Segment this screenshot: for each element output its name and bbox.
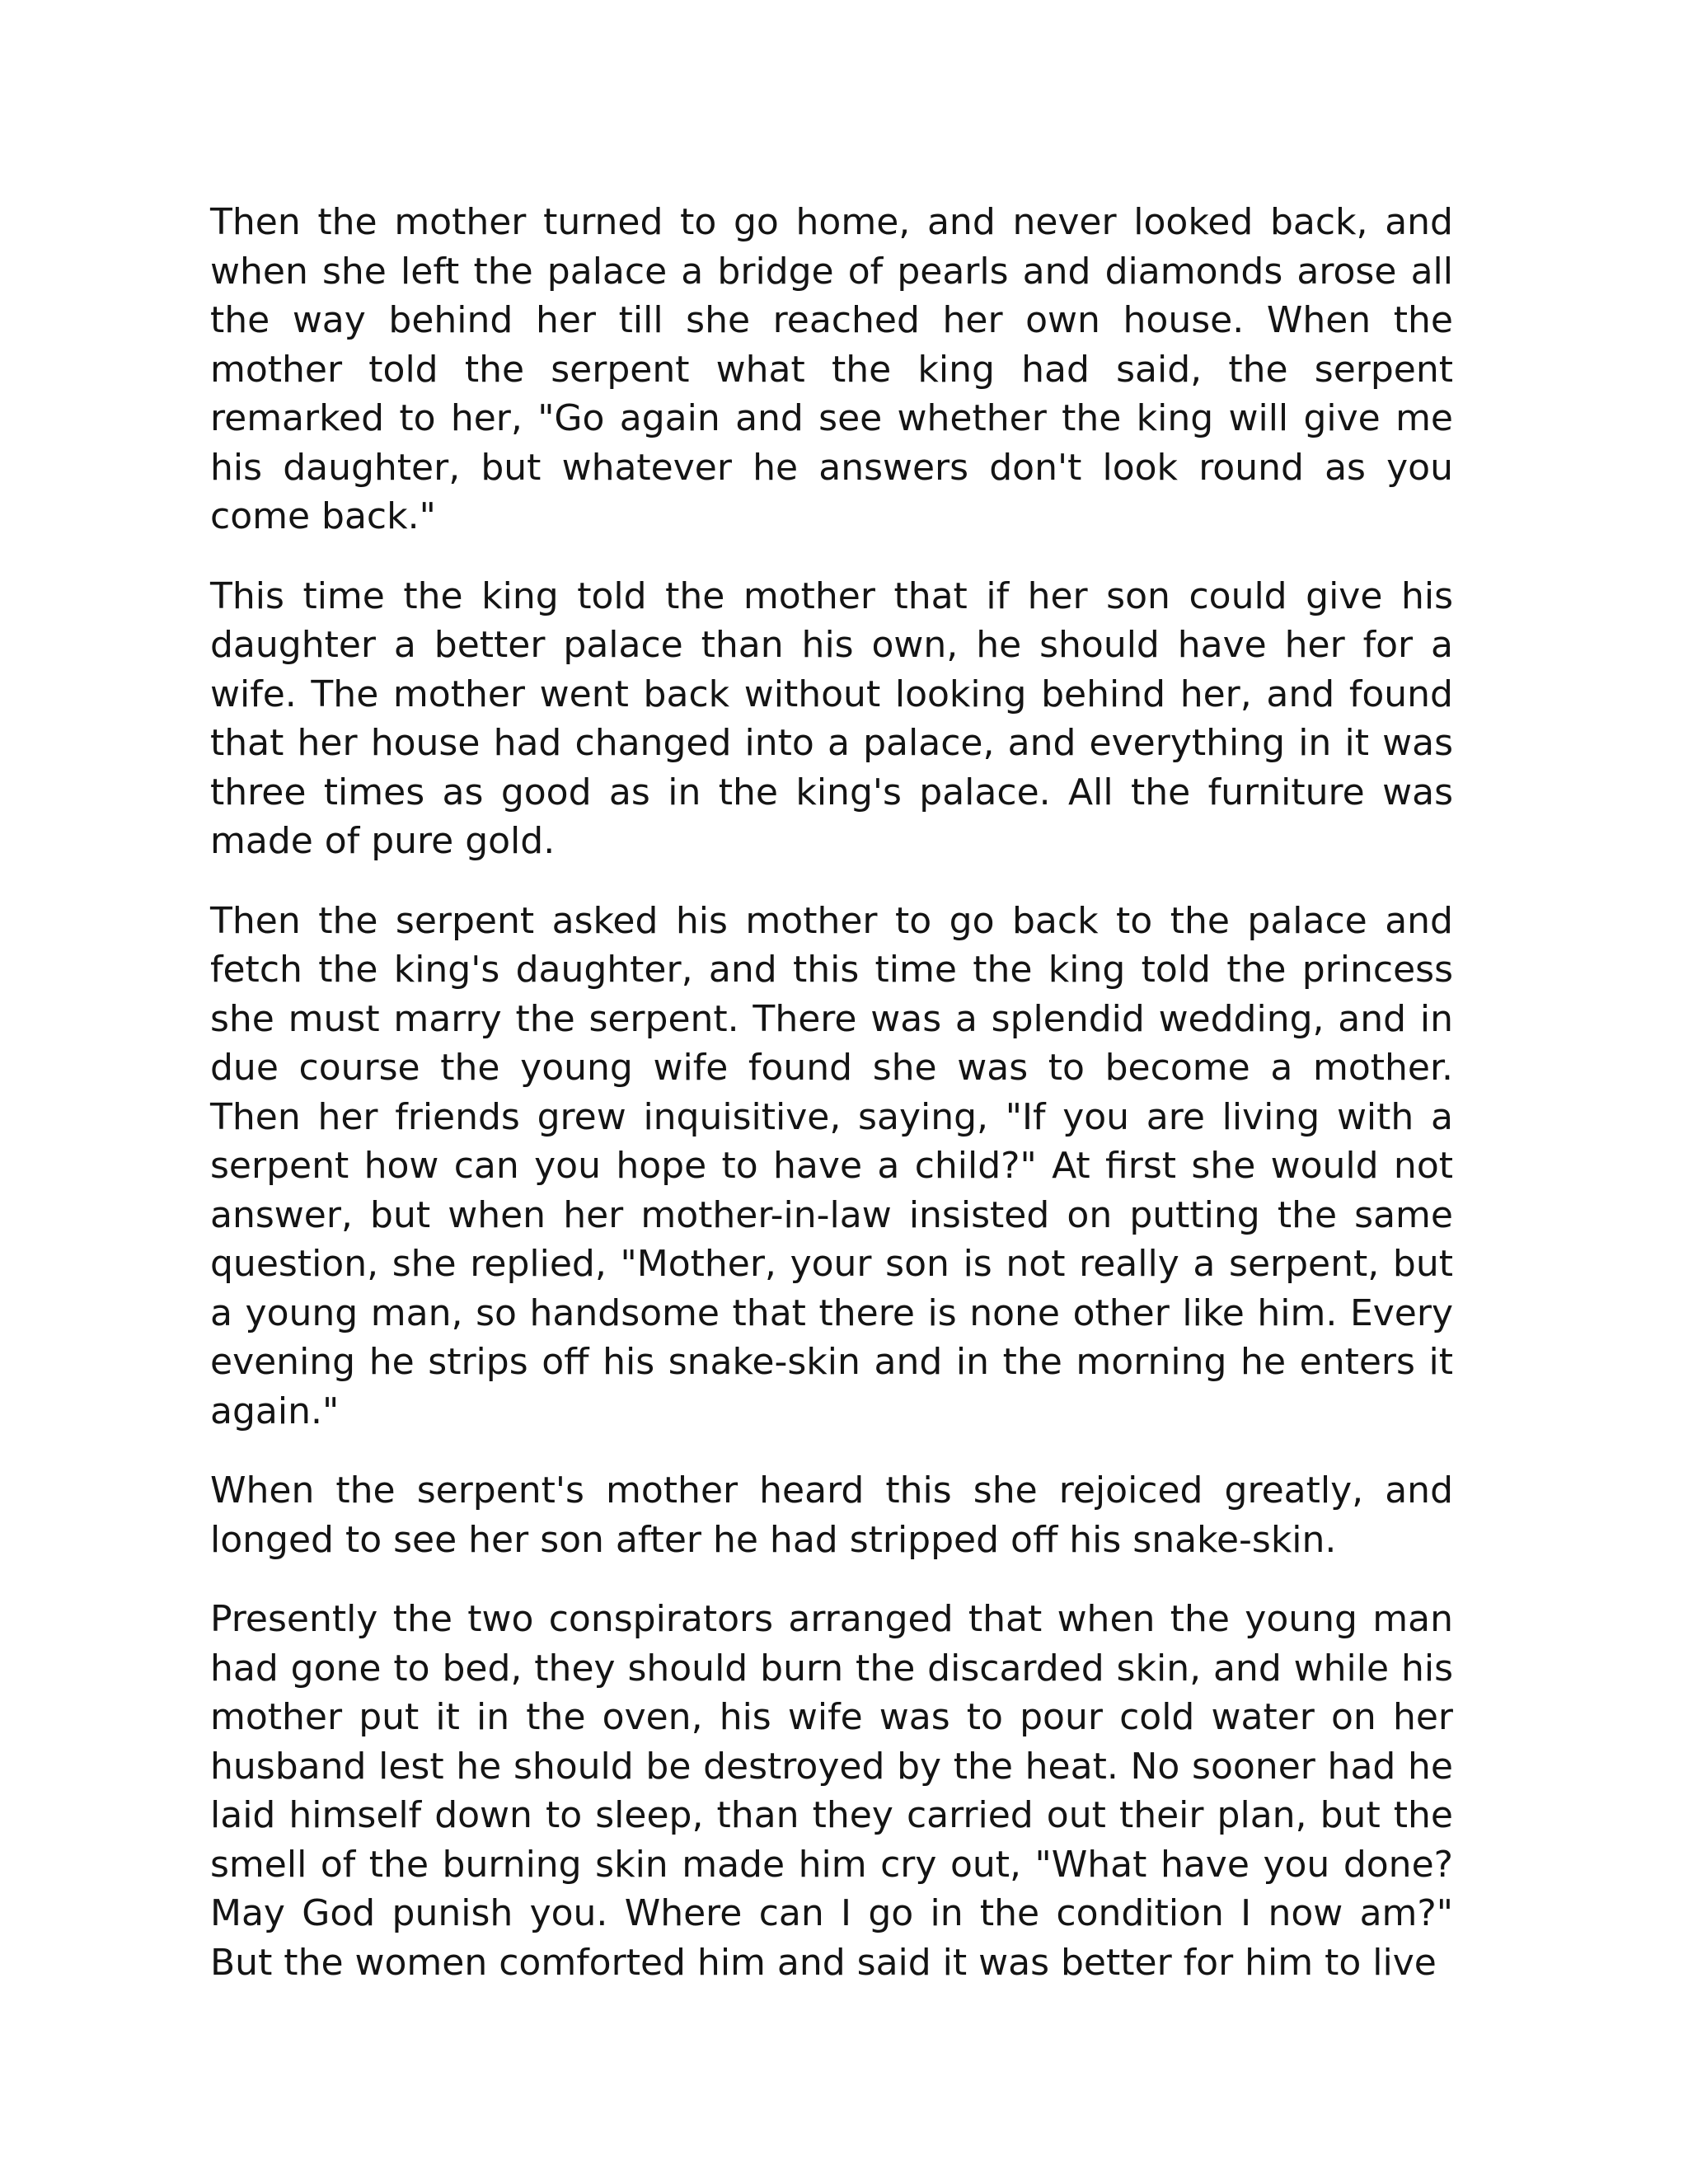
story-text — [210, 198, 1453, 1987]
paragraph-4: When the serpent's mother heard this she rejoiced greatly, and longed to see her son after he had stripped off his snake-skin. — [210, 1469, 1453, 1561]
paragraph-1: Then the mother turned to go home, and never looked back, and when she left the palace a bridge of pearls and diamonds arose all the way behind her till she reached her own house. When the mother told the serpent what the king had said, the serpent remarked to her, "Go again and see whether the king will give me his daughter, but whatever he answers don't look round as you come back." — [210, 201, 1453, 537]
paragraph-2: This time the king told the mother that if her son could give his daughter a better palace than his own, he should have her for a wife. The mother went back without looking behind her, and found that her house had changed into a palace, and everything in it was three times as good as in the king's palace. All the furniture was made of pure gold. — [210, 574, 1453, 862]
paragraph-5: Presently the two conspirators arranged that when the young man had gone to bed, they should burn the discarded skin, and while his mother put it in the oven, his wife was to pour cold water on her husband lest he should be destroyed by the heat. No sooner had he laid himself down to sleep, than they carried out their plan, but the smell of the burning skin made him cry out, "What have you done? May God punish you. Where can I go in the condition I now am?" But the women comforted him and said it was better for him to live — [210, 1598, 1453, 1984]
paragraph-3: Then the serpent asked his mother to go back to the palace and fetch the king's daughter, and this time the king told the princess she must marry the serpent. There was a splendid wedding, and in due course the young wife found she was to become a mother. Then her friends grew inquisitive, saying, "If you are living with a serpent how can you hope to have a child?" At first she would not answer, but when her mother-in-law insisted on putting the same question, she replied, "Mother, your son is not really a serpent, but a young man, so handsome that there is none other like him. Every evening he strips off his snake-skin and in the morning he enters it again." — [210, 899, 1453, 1432]
